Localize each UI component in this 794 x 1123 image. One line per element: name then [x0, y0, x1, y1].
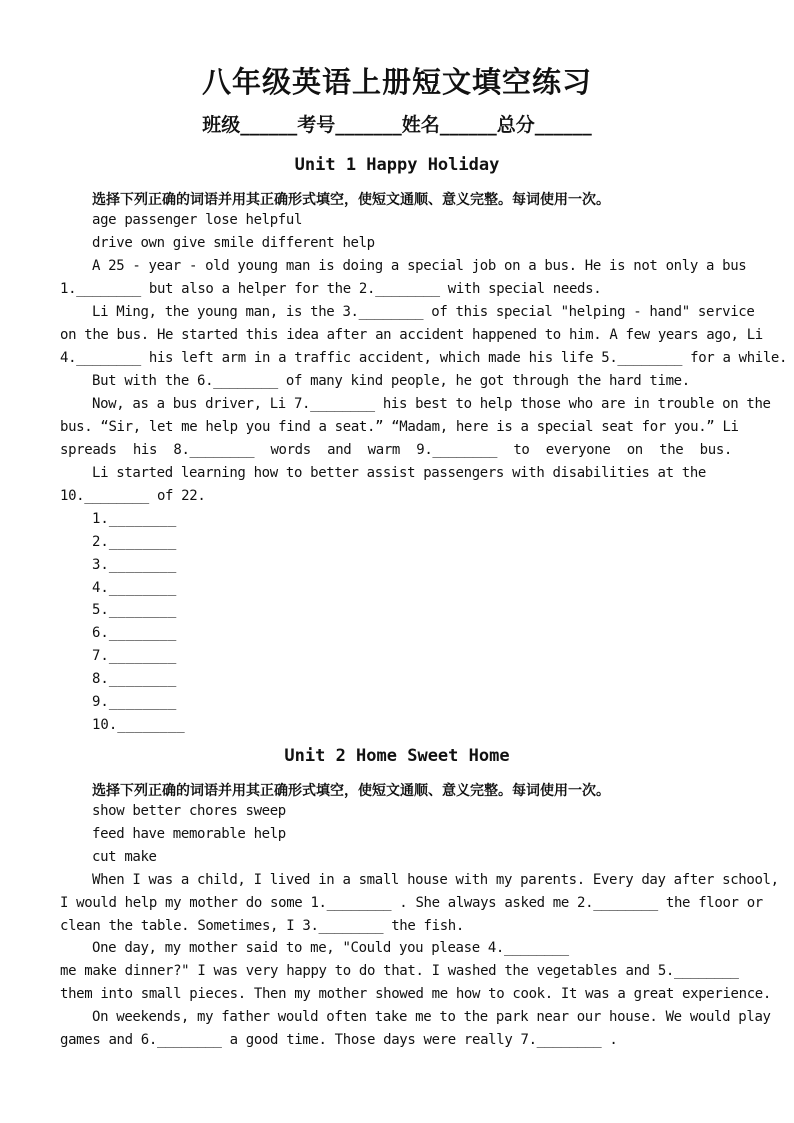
answer-blank-1[interactable]: 1.________: [92, 511, 177, 527]
unit2-passage-line: On weekends, my father would often take me to the park near our house. We would play: [92, 1009, 771, 1025]
answer-blank-5[interactable]: 5.________: [92, 602, 177, 618]
answer-blank-6[interactable]: 6.________: [92, 625, 177, 641]
unit2-passage-line: me make dinner?" I was very happy to do that. I washed the vegetables and 5.________: [60, 963, 739, 979]
unit1-passage-line: spreads his 8.________ words and warm 9.________ to everyone on the bus.: [60, 442, 732, 458]
unit2-word-bank-line: show better chores sweep: [92, 803, 286, 819]
answer-blank-9[interactable]: 9.________: [92, 694, 177, 710]
unit1-passage-line: Li started learning how to better assist passengers with disabilities at the: [92, 465, 706, 481]
unit2-passage-line: One day, my mother said to me, "Could you please 4.________: [92, 940, 569, 956]
answer-blank-8[interactable]: 8.________: [92, 671, 177, 687]
unit1-passage-line: 4.________ his left arm in a traffic accident, which made his life 5.________ for a while.: [60, 350, 788, 366]
page-title: 八年级英语上册短文填空练习: [201, 65, 592, 99]
unit1-passage-line: bus. “Sir, let me help you find a seat.” “Madam, here is a special seat for you.” Li: [60, 419, 739, 435]
unit1-passage-line: on the bus. He started this idea after an accident happened to him. A few years ago, Li: [60, 327, 763, 343]
unit1-word-bank-line: drive own give smile different help: [92, 235, 375, 251]
unit2-heading: Unit 2 Home Sweet Home: [284, 746, 510, 766]
answer-blank-2[interactable]: 2.________: [92, 534, 177, 550]
unit2-passage-line: I would help my mother do some 1.________ . She always asked me 2.________ the floor or: [60, 895, 763, 911]
unit2-passage-line: When I was a child, I lived in a small house with my parents. Every day after school,: [92, 872, 779, 888]
answer-blank-4[interactable]: 4.________: [92, 580, 177, 596]
unit2-word-bank-line: feed have memorable help: [92, 826, 286, 842]
unit1-passage-line: A 25 - year - old young man is doing a special job on a bus. He is not only a bus: [92, 258, 747, 274]
unit2-instruction: 选择下列正确的词语并用其正确形式填空，使短文通顺、意义完整。每词使用一次。: [92, 783, 610, 799]
unit1-passage-line: 1.________ but also a helper for the 2.________ with special needs.: [60, 281, 602, 297]
unit1-word-bank-line: age passenger lose helpful: [92, 212, 303, 228]
unit2-passage-line: them into small pieces. Then my mother showed me how to cook. It was a great experience.: [60, 986, 771, 1002]
unit1-passage-line: 10.________ of 22.: [60, 488, 206, 504]
unit1-instruction: 选择下列正确的词语并用其正确形式填空，使短文通顺、意义完整。每词使用一次。: [92, 192, 610, 208]
unit2-word-bank-line: cut make: [92, 849, 157, 865]
unit2-passage-line: games and 6.________ a good time. Those days were really 7.________ .: [60, 1032, 618, 1048]
unit1-heading: Unit 1 Happy Holiday: [294, 155, 500, 175]
unit2-passage-line: clean the table. Sometimes, I 3.________ the fish.: [60, 918, 464, 934]
answer-blank-3[interactable]: 3.________: [92, 557, 177, 573]
answer-blank-7[interactable]: 7.________: [92, 648, 177, 664]
student-info-fields: 班级______考号_______姓名______总分______: [202, 114, 592, 136]
answer-blank-10[interactable]: 10.________: [92, 717, 185, 733]
unit1-passage-line: Now, as a bus driver, Li 7.________ his best to help those who are in trouble on the: [92, 396, 771, 412]
unit1-passage-line: Li Ming, the young man, is the 3.________ of this special "helping - hand" service: [92, 304, 755, 320]
unit1-passage-line: But with the 6.________ of many kind people, he got through the hard time.: [92, 373, 690, 389]
